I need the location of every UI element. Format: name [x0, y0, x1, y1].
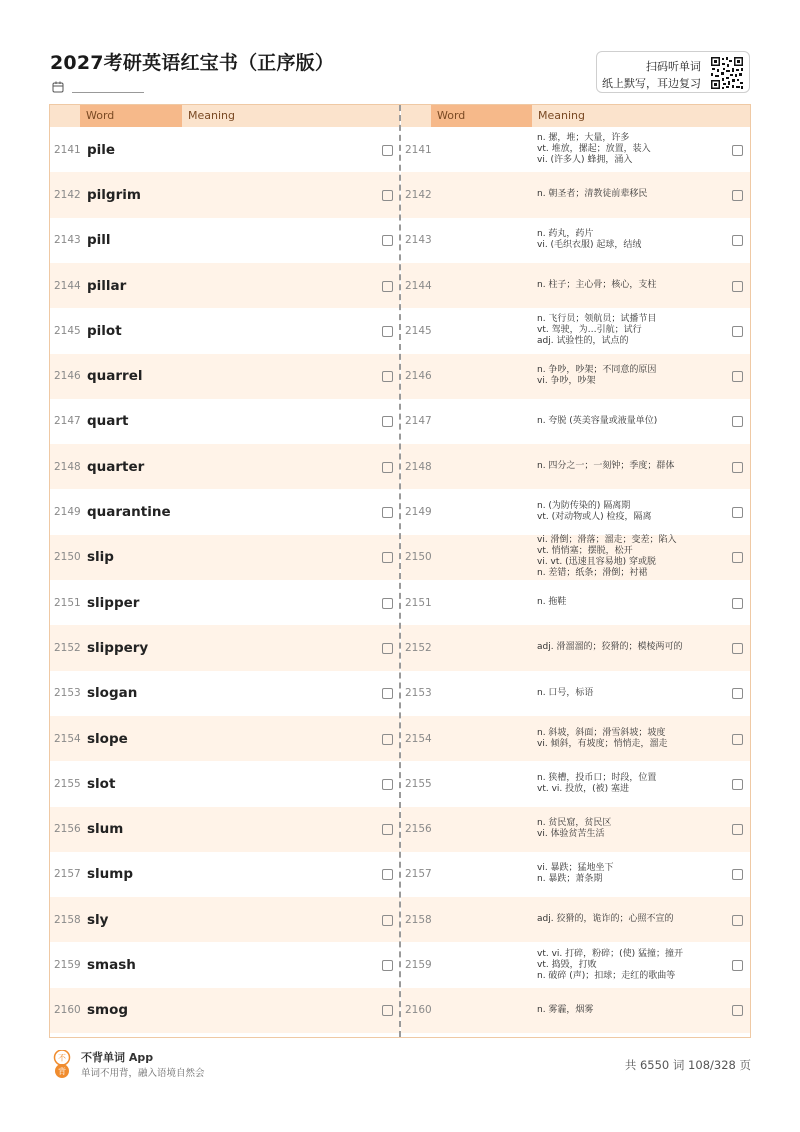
checkbox-icon[interactable]	[382, 643, 393, 654]
checkbox-icon[interactable]	[732, 462, 743, 473]
checkbox-icon[interactable]	[732, 507, 743, 518]
table-row	[401, 354, 750, 399]
word-number: 2153	[405, 687, 432, 700]
word-number: 2145	[405, 324, 432, 337]
table-row	[50, 263, 400, 308]
table-row	[50, 308, 400, 353]
table-row	[401, 716, 750, 761]
word-number: 2147	[54, 415, 81, 428]
table-row	[50, 218, 400, 263]
checkbox-icon[interactable]	[382, 281, 393, 292]
word-number: 2156	[54, 823, 81, 836]
checkbox-icon[interactable]	[732, 235, 743, 246]
checkbox-icon[interactable]	[732, 643, 743, 654]
table-row	[401, 444, 750, 489]
checkbox-icon[interactable]	[382, 734, 393, 745]
meaning-text: n. (为防传染的) 隔离期 vt. (对动物或人) 检疫，隔离	[537, 501, 652, 523]
table-row	[401, 761, 750, 806]
meaning-text: adj. 狡猾的，诡诈的；心照不宣的	[537, 914, 674, 925]
meaning-text: n. 争吵，吵架；不同意的原因 vi. 争吵，吵架	[537, 365, 657, 387]
word-text: pile	[87, 141, 116, 158]
table-row	[50, 444, 400, 489]
word-number: 2151	[405, 596, 432, 609]
meaning-text: vt. vi. 打碎，粉碎；(使) 猛撞；撞开 vt. 捣毁，打败 n. 破碎 (声)；扣球；走红的歌曲等	[537, 948, 684, 981]
table-row	[401, 263, 750, 308]
checkbox-icon[interactable]	[382, 235, 393, 246]
word-number: 2141	[405, 143, 432, 156]
table-row	[50, 489, 400, 534]
meaning-text: n. 夸脱 (英美容量或液量单位)	[537, 415, 658, 426]
word-column-header: Word	[80, 105, 182, 127]
table-row	[50, 897, 400, 942]
word-text: slippery	[87, 639, 149, 656]
table-row	[401, 308, 750, 353]
checkbox-icon[interactable]	[382, 145, 393, 156]
table-row	[50, 535, 400, 580]
word-number: 2148	[405, 460, 432, 473]
word-text: smog	[87, 1002, 129, 1019]
qr-caption-line2: 纸上默写，耳边复习	[602, 77, 701, 90]
meaning-text: vi. 滑倒；滑落；溜走；变差；陷入 vt. 悄悄塞；摆脱，松开 vi. vt. (迅速且容易地) 穿或脱 n. 差错；纸条；滑倒；衬裙	[537, 535, 677, 579]
word-number: 2142	[54, 188, 81, 201]
table-row	[50, 399, 400, 444]
checkbox-icon[interactable]	[732, 552, 743, 563]
checkbox-icon[interactable]	[732, 1005, 743, 1016]
checkbox-icon[interactable]	[732, 598, 743, 609]
page-info: 共 6550 词 108/328 页	[624, 1058, 751, 1072]
checkbox-icon[interactable]	[732, 688, 743, 699]
word-text: slope	[87, 730, 128, 747]
checkbox-icon[interactable]	[382, 688, 393, 699]
page-title: 2027考研英语红宝书（正序版）	[50, 52, 335, 74]
meaning-column-header: Meaning	[188, 109, 235, 122]
word-panel-header	[50, 105, 400, 127]
table-row	[401, 489, 750, 534]
table-row	[401, 535, 750, 580]
meaning-text: n. 拖鞋	[537, 597, 567, 608]
word-number: 2149	[405, 506, 432, 519]
checkbox-icon[interactable]	[732, 869, 743, 880]
checkbox-icon[interactable]	[382, 326, 393, 337]
checkbox-icon[interactable]	[732, 824, 743, 835]
table-row	[401, 897, 750, 942]
word-number: 2158	[54, 913, 81, 926]
checkbox-icon[interactable]	[382, 779, 393, 790]
calendar-icon	[52, 81, 64, 93]
table-row	[401, 671, 750, 716]
word-number: 2155	[54, 777, 81, 790]
meaning-text: n. 朝圣者；清教徒前辈移民	[537, 189, 648, 200]
qr-caption-line1: 扫码听单词	[646, 60, 701, 73]
table-row	[401, 852, 750, 897]
table-row	[50, 127, 400, 172]
word-number: 2148	[54, 460, 81, 473]
checkbox-icon[interactable]	[382, 1005, 393, 1016]
checkbox-icon[interactable]	[732, 960, 743, 971]
checkbox-icon[interactable]	[382, 824, 393, 835]
table-row	[401, 127, 750, 172]
app-logo-icon	[52, 1050, 72, 1078]
table-row	[401, 625, 750, 670]
word-number: 2159	[405, 959, 432, 972]
word-number: 2158	[405, 913, 432, 926]
table-row	[50, 716, 400, 761]
checkbox-icon[interactable]	[732, 326, 743, 337]
qr-code-icon	[710, 56, 744, 90]
checkbox-icon[interactable]	[732, 915, 743, 926]
meaning-column-header: Meaning	[538, 109, 585, 122]
meaning-text: n. 飞行员；领航员；试播节目 vt. 驾驶，为…引航；试行 adj. 试验性的，试点的	[537, 314, 657, 347]
word-text: pilgrim	[87, 186, 141, 203]
word-text: slump	[87, 866, 134, 883]
table-row	[50, 625, 400, 670]
app-name: 不背单词 App	[81, 1051, 154, 1064]
word-panel	[50, 105, 400, 1037]
checkbox-icon[interactable]	[382, 552, 393, 563]
table-row	[50, 671, 400, 716]
logo-text-bottom: 背	[58, 1067, 66, 1076]
word-text: slip	[87, 549, 114, 566]
checkbox-icon[interactable]	[382, 507, 393, 518]
word-number: 2157	[405, 868, 432, 881]
meaning-text: vi. 暴跌；猛地坐下 n. 暴跌；萧条期	[537, 863, 614, 885]
table-row	[50, 988, 400, 1033]
checkbox-icon[interactable]	[382, 869, 393, 880]
table-row	[50, 761, 400, 806]
checkbox-icon[interactable]	[732, 416, 743, 427]
word-text: sly	[87, 911, 109, 928]
word-number: 2150	[54, 551, 81, 564]
word-number: 2157	[54, 868, 81, 881]
table-row	[401, 580, 750, 625]
word-number: 2155	[405, 777, 432, 790]
word-number: 2151	[54, 596, 81, 609]
word-text: slipper	[87, 594, 140, 611]
word-number: 2156	[405, 823, 432, 836]
meaning-panel	[401, 105, 750, 1037]
word-number: 2143	[405, 234, 432, 247]
meaning-text: n. 雾霾，烟雾	[537, 1004, 594, 1015]
word-text: slum	[87, 821, 124, 838]
word-number: 2159	[54, 959, 81, 972]
meaning-text: n. 摞，堆；大量，许多 vt. 堆放，摞起；放置，装入 vi. (许多人) 蜂拥，涌入	[537, 133, 651, 166]
audio-qr-card	[596, 51, 750, 93]
table-row	[401, 399, 750, 444]
word-number: 2154	[405, 732, 432, 745]
checkbox-icon[interactable]	[382, 598, 393, 609]
word-number: 2143	[54, 234, 81, 247]
app-slogan: 单词不用背，融入语境自然会	[81, 1068, 205, 1079]
word-number: 2152	[405, 641, 432, 654]
table-row	[50, 807, 400, 852]
checkbox-icon[interactable]	[382, 462, 393, 473]
word-number: 2144	[405, 279, 432, 292]
checkbox-icon[interactable]	[732, 371, 743, 382]
table-row	[50, 852, 400, 897]
word-number: 2152	[54, 641, 81, 654]
checkbox-icon[interactable]	[382, 371, 393, 382]
table-row	[401, 807, 750, 852]
table-row	[50, 172, 400, 217]
checkbox-icon[interactable]	[732, 145, 743, 156]
checkbox-icon[interactable]	[382, 416, 393, 427]
checkbox-icon[interactable]	[732, 190, 743, 201]
word-number: 2144	[54, 279, 81, 292]
checkbox-icon[interactable]	[732, 734, 743, 745]
meaning-text: n. 斜坡，斜面；滑雪斜坡；坡度 vi. 倾斜，有坡度；悄悄走，溜走	[537, 727, 668, 749]
word-number: 2160	[54, 1004, 81, 1017]
table-row	[401, 942, 750, 987]
word-number: 2154	[54, 732, 81, 745]
table-row	[401, 218, 750, 263]
meaning-text: n. 贫民窟，贫民区 vi. 体验贫苦生活	[537, 818, 612, 840]
table-row	[50, 580, 400, 625]
date-underline	[72, 92, 144, 93]
checkbox-icon[interactable]	[732, 281, 743, 292]
word-number: 2147	[405, 415, 432, 428]
meaning-text: n. 口号，标语	[537, 687, 594, 698]
word-column-header: Word	[431, 105, 532, 127]
word-text: quarter	[87, 458, 145, 475]
word-text: smash	[87, 957, 136, 974]
word-number: 2149	[54, 506, 81, 519]
checkbox-icon[interactable]	[732, 779, 743, 790]
word-number: 2146	[54, 370, 81, 383]
logo-text-top: 不	[58, 1053, 66, 1063]
word-text: pilot	[87, 322, 122, 339]
word-text: quarrel	[87, 368, 143, 385]
word-number: 2150	[405, 551, 432, 564]
word-text: pill	[87, 232, 111, 249]
word-number: 2145	[54, 324, 81, 337]
word-number: 2141	[54, 143, 81, 156]
word-number: 2153	[54, 687, 81, 700]
table-row	[401, 988, 750, 1033]
word-text: quarantine	[87, 504, 171, 521]
meaning-text: adj. 滑溜溜的；狡猾的；模棱两可的	[537, 642, 683, 653]
meaning-text: n. 柱子；主心骨；核心，支柱	[537, 280, 657, 291]
word-text: quart	[87, 413, 129, 430]
vocabulary-sheet	[49, 104, 751, 1038]
meaning-text: n. 药丸，药片 vi. (毛织衣服) 起球，结绒	[537, 229, 642, 251]
meaning-text: n. 四分之一；一刻钟；季度；群体	[537, 461, 675, 472]
word-text: slot	[87, 775, 116, 792]
word-text: pillar	[87, 277, 127, 294]
meaning-text: n. 狭槽，投币口；时段，位置 vt. vi. 投放，(被) 塞进	[537, 772, 657, 794]
word-number: 2142	[405, 188, 432, 201]
checkbox-icon[interactable]	[382, 190, 393, 201]
table-row	[401, 172, 750, 217]
checkbox-icon[interactable]	[382, 960, 393, 971]
word-number: 2160	[405, 1004, 432, 1017]
table-row	[50, 942, 400, 987]
word-text: slogan	[87, 685, 138, 702]
meaning-panel-header	[401, 105, 750, 127]
word-number: 2146	[405, 370, 432, 383]
checkbox-icon[interactable]	[382, 915, 393, 926]
table-row	[50, 354, 400, 399]
